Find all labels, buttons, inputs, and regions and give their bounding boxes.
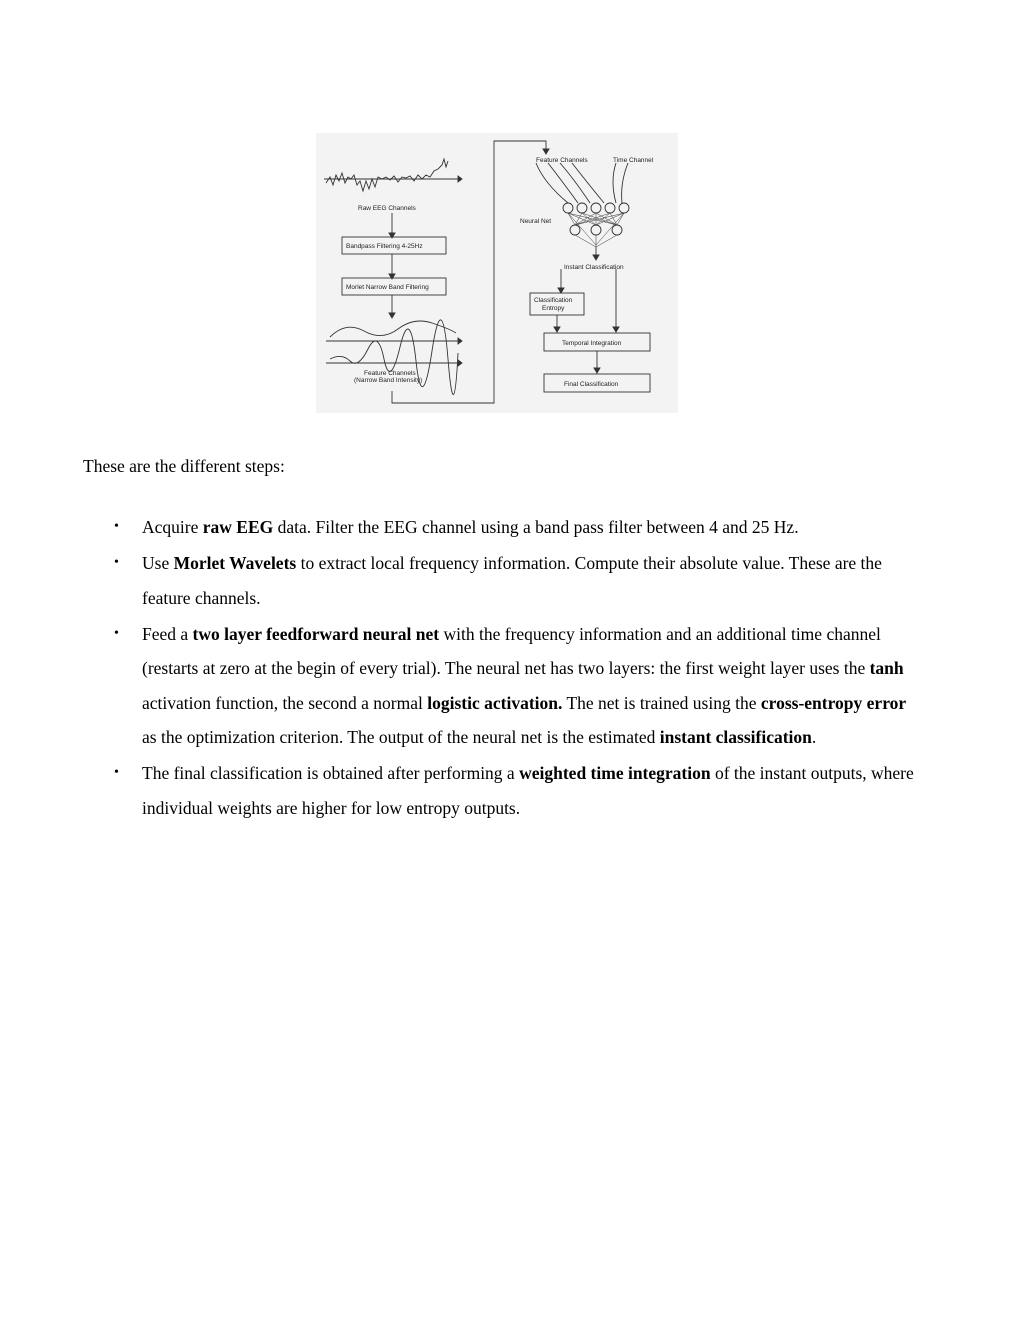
steps-intro: These are the different steps: xyxy=(83,456,285,476)
top-feature-label: Feature Channels xyxy=(536,157,588,164)
morlet-label: Morlet Narrow Band Filtering xyxy=(346,284,429,291)
instant-classification-label: Instant Classification xyxy=(564,264,624,271)
step-text: The net is trained using the xyxy=(562,692,761,713)
step-text: to extract local frequency information. Compute their absolute value. These are the feature channels. xyxy=(142,552,882,608)
step-bold: weighted time integration xyxy=(519,763,711,784)
temporal-label: Temporal Integration xyxy=(562,340,622,347)
bullet-icon: • xyxy=(114,519,119,534)
step-item xyxy=(0,756,917,825)
step-text: data. Filter the EEG channel using a band pass filter between 4 and 25 Hz. xyxy=(273,517,799,537)
bullet-icon: • xyxy=(114,765,119,781)
step-item xyxy=(0,617,917,755)
step-bold: tanh xyxy=(869,658,904,679)
step-item xyxy=(0,510,917,545)
step-text: Feed a xyxy=(142,623,193,644)
step-bold: cross-entropy error xyxy=(760,692,907,713)
top-time-label: Time Channel xyxy=(613,157,654,164)
step-text: . xyxy=(811,727,817,748)
feature-channels-sublabel: (Narrow Band Intensity) xyxy=(354,377,423,384)
step-text: Acquire xyxy=(142,517,203,537)
step-text: of the instant outputs, where individual weights are higher for low entropy outputs. xyxy=(142,763,914,818)
step-bold: two layer feedforward neural net xyxy=(192,623,440,644)
step-text: The final classification is obtained after performing a xyxy=(142,763,520,784)
bullet-icon: • xyxy=(114,625,119,641)
step-text: with the frequency information and an additional time channel (restarts at zero at the begin of every trial). The neural net has two layers: the first weight layer uses the xyxy=(142,623,881,679)
final-label: Final Classification xyxy=(564,381,619,388)
step-bold: instant classification xyxy=(659,727,812,748)
step-text: Use xyxy=(142,552,174,573)
step-text: as the optimization criterion. The output of the neural net is the estimated xyxy=(142,727,660,748)
step-bold: raw EEG xyxy=(202,517,274,537)
bullet-icon: • xyxy=(114,554,119,570)
step-bold: Morlet Wavelets xyxy=(173,552,297,573)
entropy-label-2: Entropy xyxy=(542,305,565,312)
step-bold: logistic activation. xyxy=(427,692,563,713)
step-item xyxy=(0,546,917,615)
feature-channels-label: Feature Channels xyxy=(364,370,416,377)
entropy-label-1: Classification xyxy=(534,297,573,304)
steps-list xyxy=(0,510,1024,827)
eeg-pipeline-diagram xyxy=(316,133,678,413)
step-text: activation function, the second a normal xyxy=(142,692,428,713)
raw-eeg-label: Raw EEG Channels xyxy=(358,205,416,212)
neural-net-label: Neural Net xyxy=(520,218,552,225)
bandpass-label: Bandpass Filtering 4-25Hz xyxy=(346,243,423,250)
